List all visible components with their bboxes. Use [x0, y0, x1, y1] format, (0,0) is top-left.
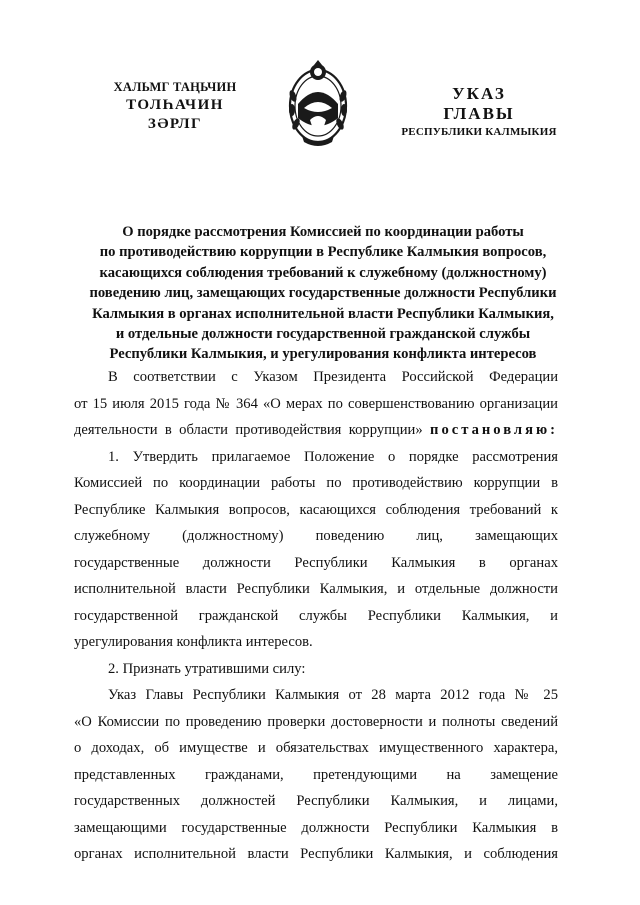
header-kalmyk-line-3: ЗӘРЛГ — [147, 116, 203, 132]
repealed-decree-line: государственных должностей Республики Калмыкия, и лицами, — [74, 793, 558, 809]
item-1-line: урегулирования конфликта интересов. — [74, 634, 313, 650]
decree-body — [74, 364, 558, 868]
header-glavy: ГЛАВЫ — [443, 104, 515, 123]
header-republic: РЕСПУБЛИКИ КАЛМЫКИЯ — [401, 126, 557, 138]
item-1-line: исполнительной власти Республики Калмыкия, и отдельные должности — [74, 581, 558, 597]
item-1-line: 1. Утвердить прилагаемое Положение о порядке рассмотрения — [108, 448, 558, 465]
title-line: касающихся соблюдения требований к служебному (должностному) — [99, 264, 547, 281]
title-line: Калмыкия в органах исполнительной власти Республики Калмыкия, — [92, 305, 554, 322]
repealed-decree-line: «О Комиссии по проведению проверки достоверности и полноты сведений — [74, 713, 558, 730]
item-1-line: служебному (должностному) поведению лиц, замещающих — [74, 528, 558, 544]
title-line: по противодействию коррупции в Республике Калмыкия вопросов, — [99, 244, 547, 261]
title-line: О порядке рассмотрения Комиссией по координации работы — [122, 224, 524, 240]
repealed-decree-line: о доходах, об имуществе и обязательствах имущественного характера, — [74, 740, 558, 756]
preamble-line — [74, 417, 558, 444]
item-1-line: Республике Калмыкия вопросов, касающихся соблюдения требований к — [74, 501, 558, 518]
decree-word: постановляю: — [430, 422, 558, 438]
item-2-line: 2. Признать утратившими силу: — [108, 660, 306, 677]
preamble-line: В соответствии с Указом Президента Российской Федерации — [108, 369, 558, 385]
item-1-line: Комиссией по координации работы по противодействию коррупции в — [74, 475, 558, 491]
preamble-text: деятельности в области противодействия коррупции» — [74, 422, 423, 438]
header-kalmyk — [100, 80, 250, 133]
repealed-decree-line: органах исполнительной власти Республики Калмыкия, и соблюдения — [74, 846, 558, 862]
header-ukaz: УКАЗ — [452, 84, 506, 103]
repealed-decree-line: Указ Главы Республики Калмыкия от 28 марта 2012 года № 25 — [108, 687, 558, 703]
repealed-decree-line: замещающими государственные должности Республики Калмыкия в — [74, 819, 558, 836]
title-line: и отдельные должности государственной гражданской службы — [115, 326, 531, 343]
header-russian — [398, 84, 560, 138]
repealed-decree-line: представленных гражданами, претендующими на замещение — [74, 766, 558, 783]
header-kalmyk-line-1: ХАЛЬМГ ТАҢЬЧИН — [113, 80, 237, 94]
preamble-line: от 15 июля 2015 года № 364 «О мерах по совершенствованию организации — [74, 395, 558, 412]
kalmykia-coat-of-arms-icon — [284, 60, 352, 148]
header-kalmyk-line-2: ТОЛҺАЧИН — [126, 97, 224, 113]
decree-title — [58, 222, 588, 365]
title-line: Республики Калмыкия, и урегулирования конфликта интересов — [109, 346, 537, 363]
title-line: поведению лиц, замещающих государственные должности Республики — [89, 285, 557, 302]
item-1-line: государственной гражданской службы Республики Калмыкия, и — [74, 607, 558, 624]
item-1-line: государственные должности Республики Калмыкия в органах — [74, 554, 558, 571]
